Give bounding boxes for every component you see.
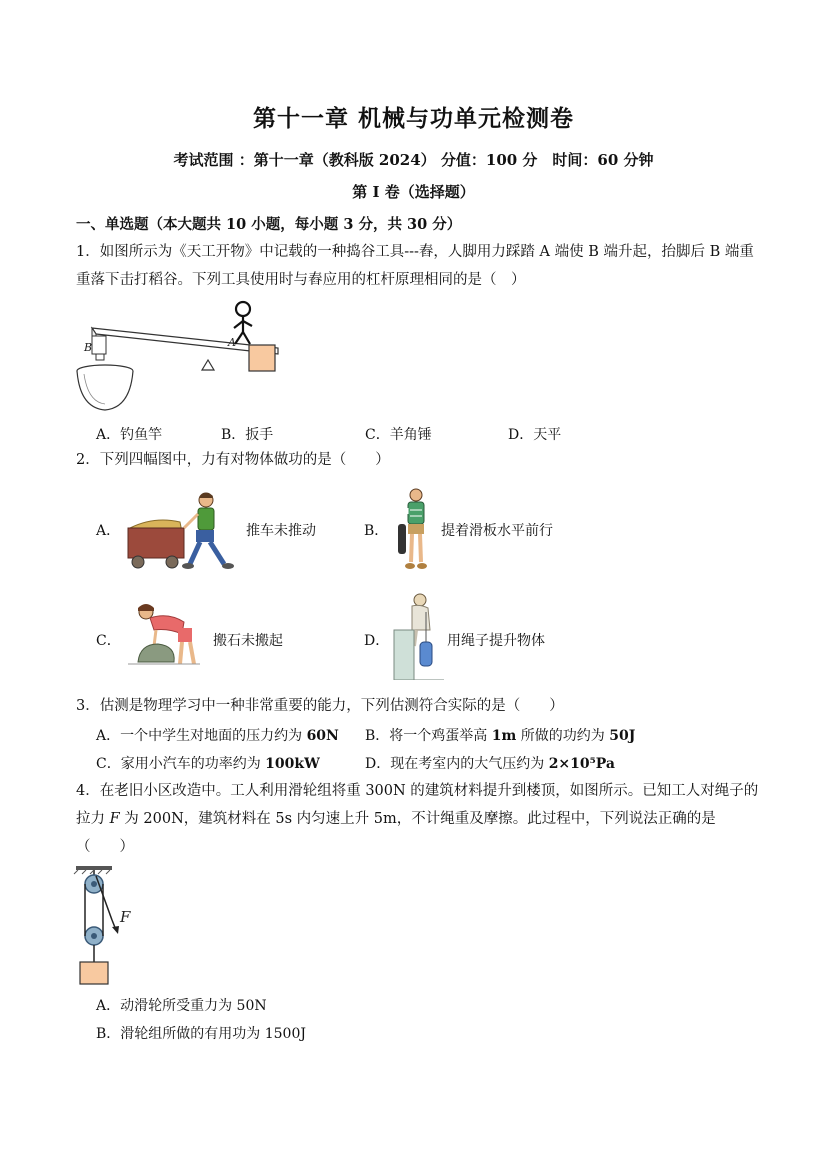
q2-option-a-letter[interactable]: A． — [96, 523, 121, 539]
stone — [138, 644, 174, 662]
person-icon — [414, 594, 426, 606]
q2-option-a-caption: 推车未推动 — [246, 523, 316, 539]
pestle — [92, 336, 106, 354]
load-box — [80, 962, 108, 984]
q4-option-a[interactable]: A．动滑轮所受重力为 50N — [96, 998, 267, 1014]
q1-option-b[interactable]: B．扳手 — [221, 427, 274, 443]
q3-option-d-value: 2×10⁵Pa — [548, 756, 615, 772]
q3-option-a-value: 60N — [306, 728, 339, 744]
q3-option-b[interactable] — [365, 725, 635, 745]
q3-option-b-text: B．将一个鸡蛋举高 — [365, 728, 492, 744]
ceiling — [76, 866, 112, 870]
q2-option-d-letter[interactable]: D． — [364, 633, 390, 649]
q4-line2-post: 为 200N，建筑材料在 5s 内匀速上升 5m，不计绳重及摩擦。此过程中，下列说法正确的是 — [119, 811, 716, 827]
q4-line3: （ ） — [76, 839, 134, 855]
q3-option-d[interactable] — [365, 753, 615, 773]
q2-option-c-letter[interactable]: C． — [96, 633, 121, 649]
q3-option-b-mid: 所做的功约为 — [516, 728, 610, 744]
part-title: 第 I 卷（选择题） — [352, 183, 475, 201]
q4-line2 — [76, 805, 716, 833]
person-icon — [410, 489, 422, 501]
q4-force-var: F — [109, 811, 120, 827]
q3-option-a-text: A．一个中学生对地面的压力约为 — [96, 728, 307, 744]
cart-push-figure — [124, 488, 244, 572]
label-a: A — [228, 336, 236, 349]
q3-option-d-text: D．现在考室内的大气压约为 — [365, 756, 549, 772]
skateboard — [398, 524, 406, 554]
q4-line2-pre: 拉力 — [76, 811, 110, 827]
section-heading: 一、单选题（本大题共 10 小题，每小题 3 分，共 30 分） — [76, 216, 462, 233]
q3-option-c-value: 100kW — [265, 756, 320, 772]
pulley-figure — [72, 864, 142, 988]
box — [249, 345, 275, 371]
wheel-icon — [166, 556, 178, 568]
q2-option-d-caption: 用绳子提升物体 — [447, 633, 545, 649]
q4-line1: 4．在老旧小区改造中。工人利用滑轮组将重 300N 的建筑材料提升到楼顶，如图所示。已知工人对绳子的 — [76, 783, 759, 799]
skateboard-carry-figure — [394, 486, 438, 574]
q4-option-b[interactable]: B．滑轮组所做的有用功为 1500J — [96, 1026, 306, 1042]
q1-mortar-figure — [72, 296, 282, 416]
q2-option-c-caption: 搬石未搬起 — [213, 633, 283, 649]
force-arrow-icon — [112, 926, 119, 934]
person-icon — [236, 302, 250, 316]
exam-info: 考试范围 ：第十一章（教科版 2024） 分值：100 分 时间：60 分钟 — [173, 151, 654, 169]
cart — [128, 528, 184, 558]
q1-option-d[interactable]: D．天平 — [508, 427, 562, 443]
q3-option-a[interactable] — [96, 725, 339, 745]
label-b: B — [84, 341, 93, 354]
q1-line1: 1．如图所示为《天工开物》中记载的一种捣谷工具---舂，人脚用力踩踏 A 端使 B 端升起，抬脚后 B 端重 — [76, 244, 754, 260]
q2-option-b-letter[interactable]: B． — [364, 523, 389, 539]
q3-option-c-text: C．家用小汽车的功率约为 — [96, 756, 266, 772]
q3-option-b-value2: 50J — [609, 728, 636, 744]
q3-option-c[interactable] — [96, 753, 320, 773]
q1-option-c[interactable]: C．羊角锤 — [365, 427, 432, 443]
q1-option-a[interactable]: A．钓鱼竿 — [96, 427, 163, 443]
lift-stone-figure — [124, 600, 204, 670]
fulcrum-icon — [202, 360, 214, 370]
page-title: 第十一章 机械与功单元检测卷 — [252, 105, 574, 132]
wheel-icon — [132, 556, 144, 568]
force-label: F — [120, 908, 131, 926]
bottle — [420, 642, 432, 666]
q1-line2: 重落下击打稻谷。下列工具使用时与舂应用的杠杆原理相同的是（ ） — [76, 272, 526, 288]
q2-option-b-caption: 提着滑板水平前行 — [441, 523, 553, 539]
q3-stem: 3．估测是物理学习中一种非常重要的能力，下列估测符合实际的是（ ） — [76, 698, 564, 714]
q3-option-b-value: 1m — [491, 728, 517, 744]
q2-stem: 2．下列四幅图中，力有对物体做功的是（ ） — [76, 452, 390, 468]
rope-lift-figure — [392, 590, 444, 680]
